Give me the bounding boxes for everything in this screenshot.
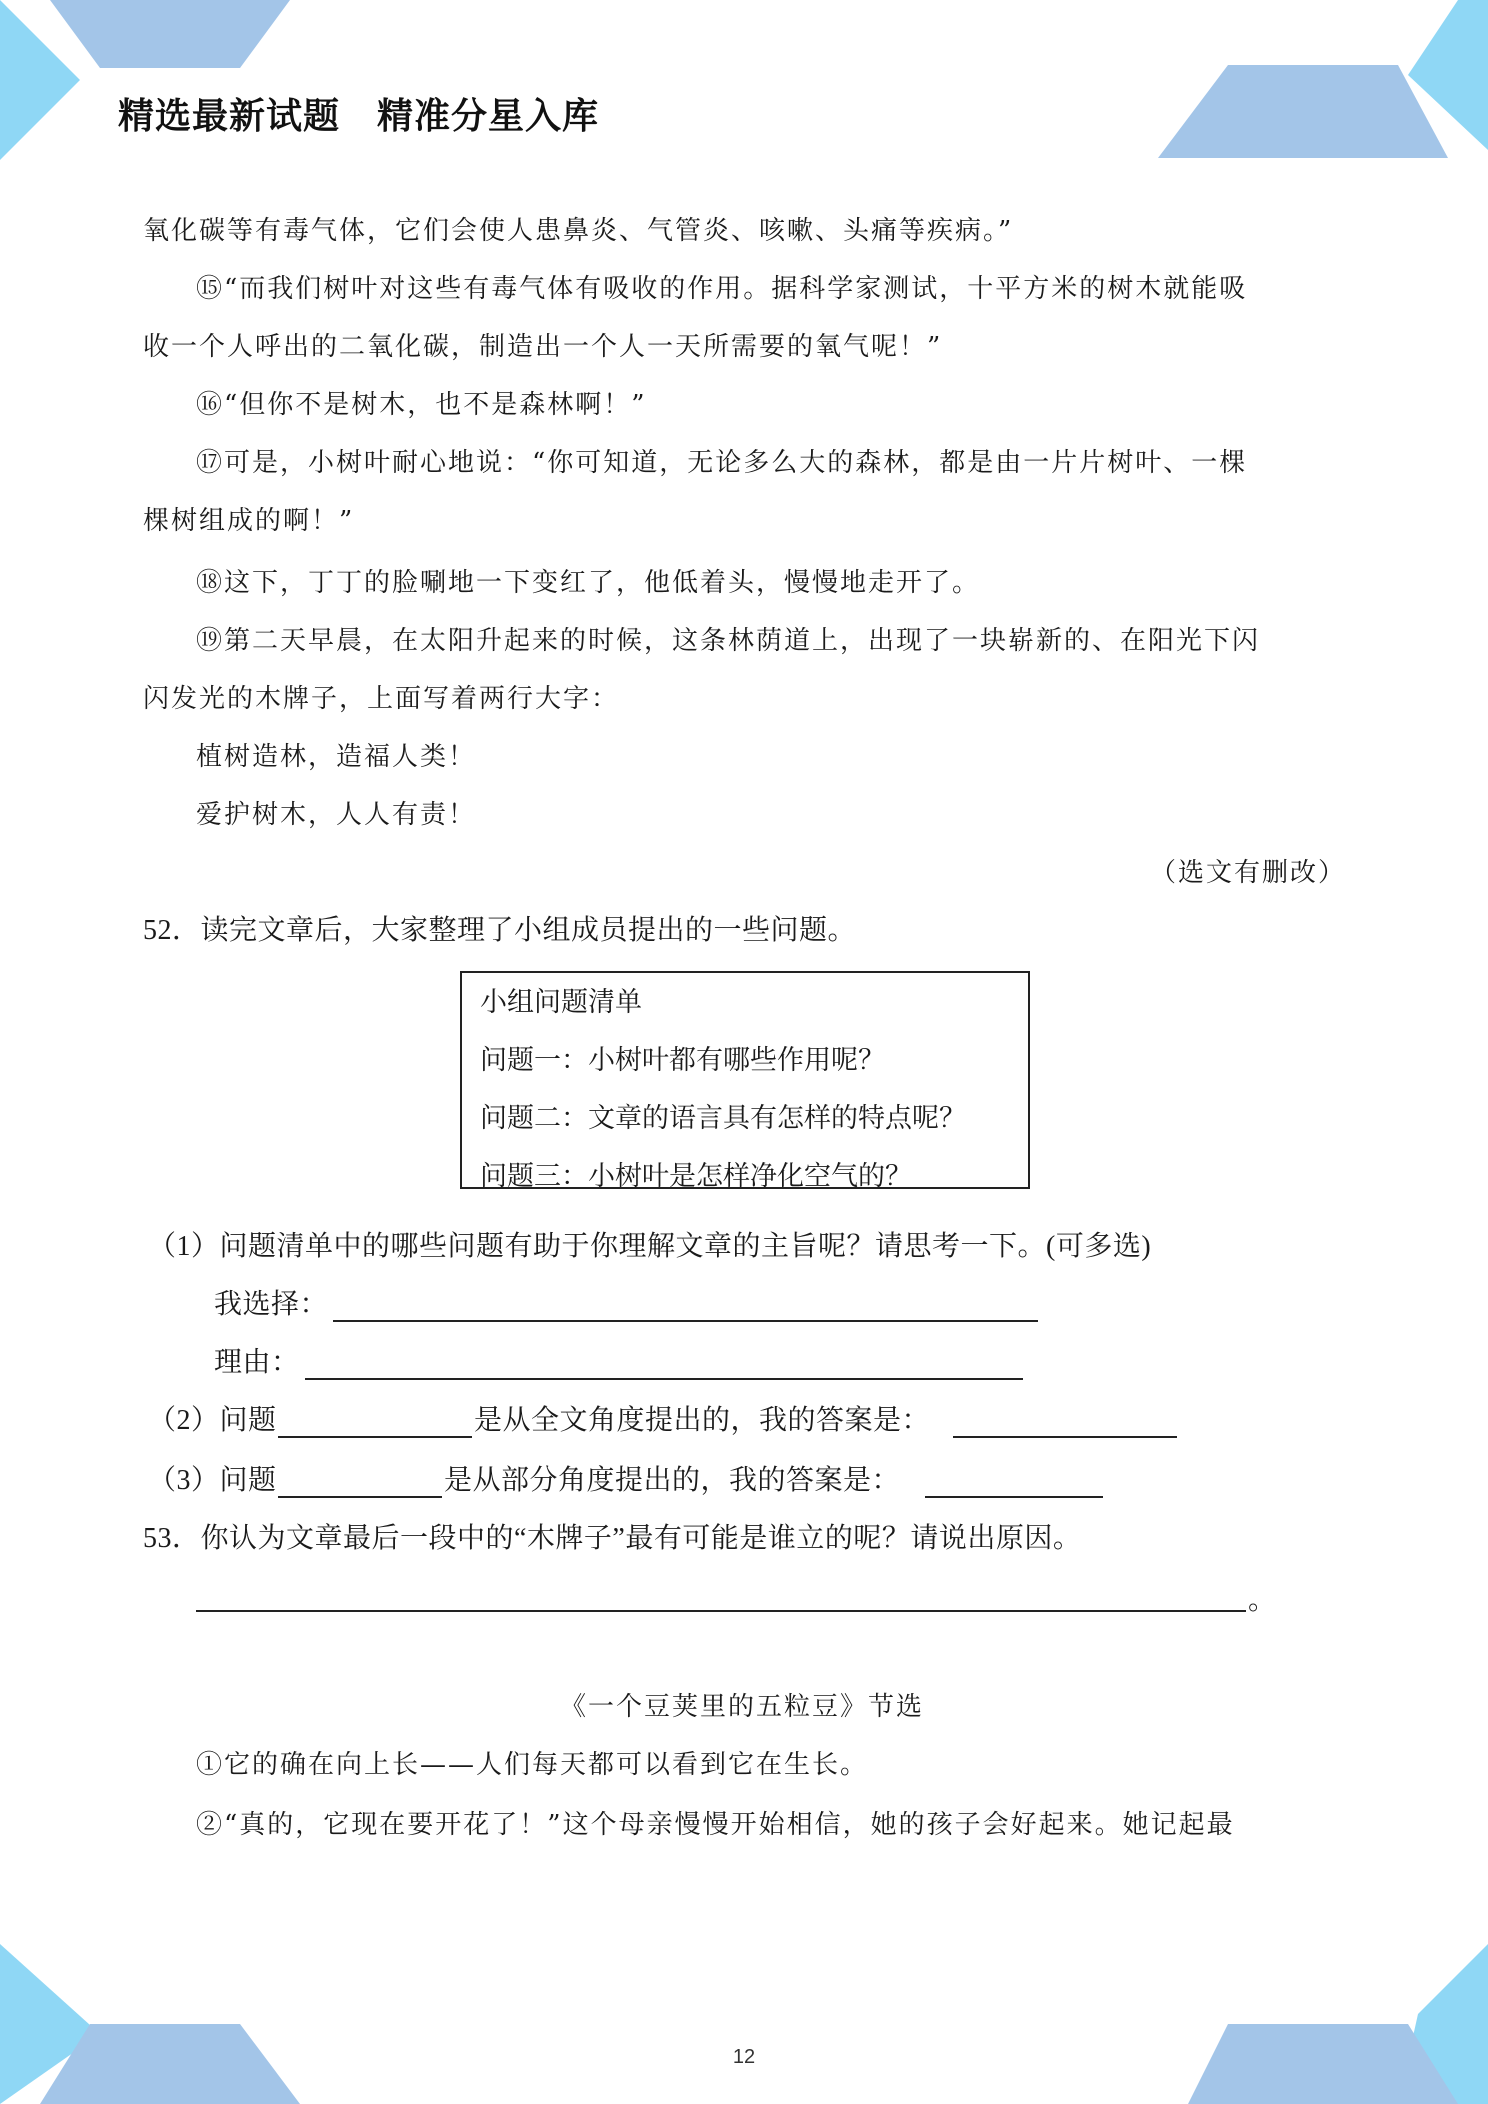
question-52-stem: 52．读完文章后，大家整理了小组成员提出的一些问题。: [143, 915, 857, 946]
sub-question-2-text: 是从全文角度提出的，我的答案是：: [474, 1405, 931, 1436]
paragraph-15: ⑮“而我们树叶对这些有毒气体有吸收的作用。据科学家测试，十平方米的树木就能吸: [196, 274, 1248, 304]
box-item: 问题二：文章的语言具有怎样的特点呢？: [480, 1103, 966, 1133]
sub-question-1: （1）问题清单中的哪些问题有助于你理解文章的主旨呢？请思考一下。(可多选): [148, 1231, 1152, 1262]
choose-label: 我选择：: [214, 1289, 329, 1320]
paragraph-15-cont: 收一个人呼出的二氧化碳，制造出一个人一天所需要的氧气呢！”: [143, 332, 943, 362]
page-number: 12: [732, 2046, 756, 2068]
paragraph-19: ⑲第二天早晨，在太阳升起来的时候，这条林荫道上，出现了一块崭新的、在阳光下闪: [196, 626, 1261, 656]
paragraph-16: ⑯“但你不是树木，也不是森林啊！”: [196, 390, 647, 420]
passage-2-paragraph-1: ①它的确在向上长——人们每天都可以看到它在生长。: [196, 1750, 869, 1780]
source-note: （选文有删改）: [1150, 858, 1347, 888]
sub-question-2-blank-2[interactable]: [953, 1436, 1177, 1438]
sign-line-1: 植树造林，造福人类！: [196, 742, 477, 772]
sub-question-3-prefix: （3）问题: [148, 1465, 277, 1496]
bottom-right-decoration: [1168, 1934, 1488, 2104]
sub-question-3-blank-1[interactable]: [278, 1496, 442, 1498]
choose-answer-blank[interactable]: [333, 1320, 1038, 1322]
sub-question-3-text: 是从部分角度提出的，我的答案是：: [444, 1465, 901, 1496]
passage-2-title: 《一个豆荚里的五粒豆》节选: [560, 1692, 925, 1722]
question-53-stem: 53．你认为文章最后一段中的“木牌子”最有可能是谁立的呢？请说出原因。: [143, 1523, 1082, 1554]
question-list-box: [460, 971, 1030, 1189]
paragraph-18: ⑱这下，丁丁的脸唰地一下变红了，他低着头，慢慢地走开了。: [196, 568, 981, 598]
sign-line-2: 爱护树木，人人有责！: [196, 800, 477, 830]
reason-answer-blank[interactable]: [305, 1378, 1023, 1380]
sub-question-2-blank-1[interactable]: [278, 1436, 472, 1438]
top-right-decoration: [1158, 0, 1488, 170]
bottom-left-decoration: [0, 1934, 320, 2104]
end-period: 。: [1248, 1585, 1277, 1616]
paragraph-19-cont: 闪发光的木牌子，上面写着两行大字：: [143, 684, 620, 714]
paragraph-17-cont: 棵树组成的啊！”: [143, 506, 355, 536]
box-title: 小组问题清单: [480, 987, 642, 1017]
box-item: 问题一：小树叶都有哪些作用呢？: [480, 1045, 885, 1075]
sub-question-3-blank-2[interactable]: [925, 1496, 1103, 1498]
passage-line: 氧化碳等有毒气体，它们会使人患鼻炎、气管炎、咳嗽、头痛等疾病。”: [143, 216, 1014, 246]
reason-label: 理由：: [214, 1347, 300, 1378]
header-title: 精选最新试题 精准分星入库: [118, 96, 600, 137]
passage-2-paragraph-2: ②“真的，它现在要开花了！”这个母亲慢慢开始相信，她的孩子会好起来。她记起最: [196, 1810, 1235, 1840]
sub-question-2-prefix: （2）问题: [148, 1405, 277, 1436]
top-left-decoration: [0, 0, 300, 170]
box-item: 问题三：小树叶是怎样净化空气的？: [480, 1161, 912, 1191]
paragraph-17: ⑰可是，小树叶耐心地说：“你可知道，无论多么大的森林，都是由一片片树叶、一棵: [196, 448, 1248, 478]
question-53-answer-blank[interactable]: [196, 1610, 1246, 1612]
